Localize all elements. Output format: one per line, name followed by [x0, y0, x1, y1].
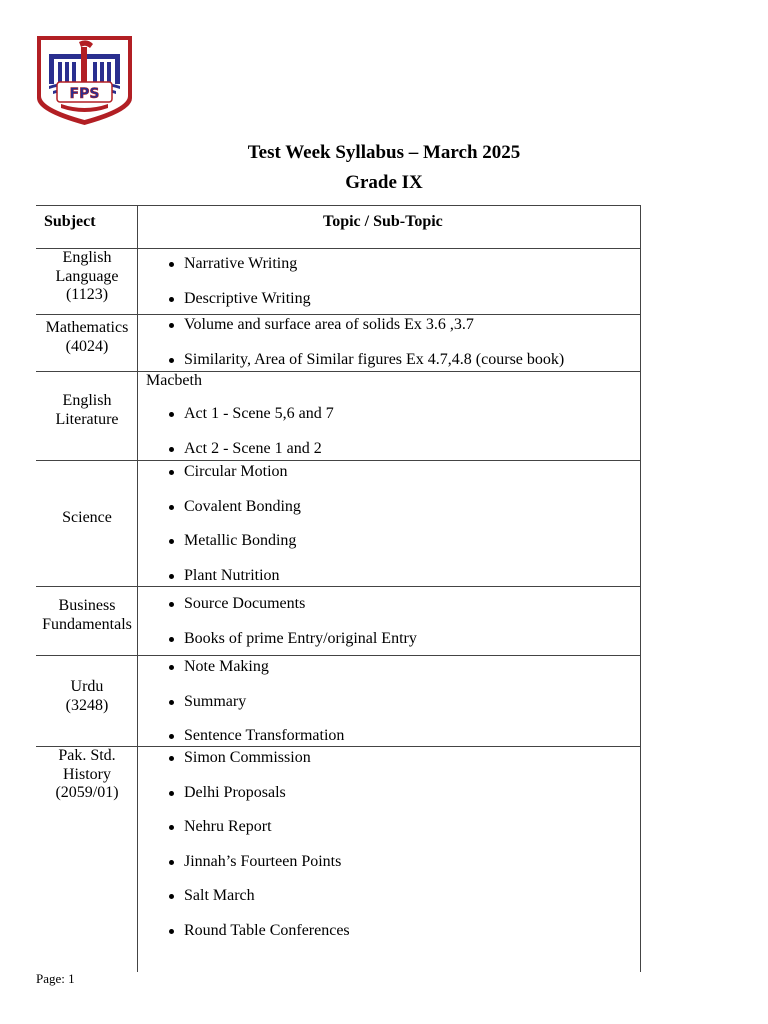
topic-prefix: Macbeth: [146, 372, 202, 389]
topic-item: Covalent Bonding: [146, 498, 301, 533]
subject-line: English: [62, 392, 112, 409]
subject-line: Urdu: [70, 678, 104, 695]
topic-item: Sentence Transformation: [146, 727, 344, 762]
page-number: Page: 1: [36, 971, 75, 986]
topic-cell-urdu: [146, 658, 344, 762]
topic-item: Narrative Writing: [146, 255, 311, 290]
topic-item: Books of prime Entry/original Entry: [146, 630, 417, 665]
subject-line: Literature: [55, 410, 119, 428]
table-rule: [36, 460, 641, 461]
subject-cell-science: [28, 509, 146, 528]
subject-line: History: [63, 765, 111, 783]
topic-item: Act 1 - Scene 5,6 and 7: [146, 405, 334, 440]
topic-item: Simon Commission: [146, 749, 350, 784]
topic-item: Nehru Report: [146, 818, 350, 853]
subject-line: (1123): [65, 286, 109, 303]
subject-cell-english-language: [28, 249, 146, 305]
subject-line: Business: [58, 597, 116, 614]
topic-cell-science: [146, 463, 301, 601]
topic-item: Volume and surface area of solids Ex 3.6 ,3.7: [146, 316, 564, 351]
subject-cell-mathematics: [28, 319, 146, 356]
subject-line: (2059/01): [55, 784, 119, 801]
subject-line: Pak. Std.: [58, 747, 116, 764]
subject-line: (3248): [65, 696, 109, 714]
subject-cell-business-fundamentals: [28, 597, 146, 634]
school-crest-logo: [35, 34, 134, 127]
topic-column-header: Topic / Sub-Topic: [323, 213, 443, 230]
topic-cell-english-literature: [146, 372, 334, 474]
topic-item: Plant Nutrition: [146, 567, 301, 602]
topic-cell-pak-std-history: [146, 749, 350, 956]
topic-cell-business-fundamentals: [146, 595, 417, 664]
subject-cell-english-literature: [28, 392, 146, 429]
table-rule: [36, 314, 641, 315]
topic-item: Summary: [146, 693, 344, 728]
topic-item: Act 2 - Scene 1 and 2: [146, 440, 334, 475]
subject-cell-pak-std-history: [28, 747, 146, 803]
topic-item: Metallic Bonding: [146, 532, 301, 567]
subject-line: Mathematics: [45, 319, 129, 336]
topic-item: Similarity, Area of Similar figures Ex 4.7,4.8 (course book): [146, 351, 564, 386]
subject-line: Fundamentals: [42, 615, 132, 633]
topic-item: Circular Motion: [146, 463, 301, 498]
subject-line: (4024): [65, 337, 109, 355]
table-column-rule: [640, 205, 641, 972]
topic-item: Source Documents: [146, 595, 417, 630]
subject-line: Language: [55, 267, 119, 285]
crest-letters: FPS: [69, 86, 100, 102]
topic-cell-english-language: [146, 255, 311, 324]
subject-line: Science: [62, 509, 112, 526]
subject-cell-urdu: [28, 678, 146, 715]
table-rule: [36, 205, 641, 206]
grade-heading: Grade IX: [345, 172, 423, 193]
topic-item: Delhi Proposals: [146, 784, 350, 819]
table-rule: [36, 586, 641, 587]
subject-column-header: Subject: [44, 213, 96, 230]
subject-line: English: [62, 249, 112, 266]
topic-item: Jinnah’s Fourteen Points: [146, 853, 350, 888]
topic-item: Salt March: [146, 887, 350, 922]
topic-item: Note Making: [146, 658, 344, 693]
topic-item: Round Table Conferences: [146, 922, 350, 957]
topic-item: Descriptive Writing: [146, 290, 311, 325]
page-title: Test Week Syllabus – March 2025: [247, 142, 521, 163]
